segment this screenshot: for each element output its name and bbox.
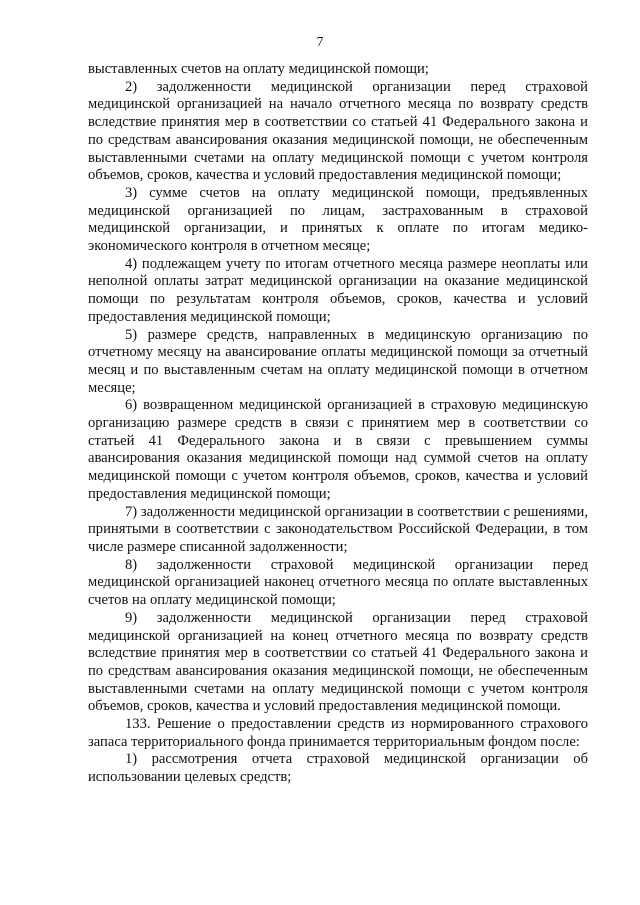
paragraph-1: 2) задолженности медицинской организации перед страховой медицинской организацией на начало отчетного месяца по возврату средств вследствие принятия мер в соответствии со статьей 41 Федерального закона и по средствам авансирования оказания медицинской помощи, не обеспеченным выставленными счетами на оплату медицинской помощи с учетом контроля объемов, сроков, качества и условий предоставления медицинской помощи; [88, 78, 588, 184]
paragraph-9: 133. Решение о предоставлении средств из нормированного страхового запаса территориального фонда принимается территориальным фондом после: [88, 716, 588, 750]
page-number: 7 [316, 35, 324, 50]
paragraph-10: 1) рассмотрения отчета страховой медицинской организации об использовании целевых средств; [88, 751, 588, 786]
paragraph-8: 9) задолженности медицинской организации перед страховой медицинской организацией на конец отчетного месяца по возврату средств вследствие принятия мер в соответствии со статьей 41 Федерального закона и по средствам авансирования оказания медицинской помощи, не обеспеченным выставленными счетами на оплату медицинской помощи с учетом контроля объемов, сроков, качества и условий предоставления медицинской помощи. [88, 609, 588, 715]
paragraph-5: 6) возвращенном медицинской организацией в страховую медицинскую организацию размере средств в связи с принятием мер в соответствии со статьей 41 Федерального закона и в связи с превышением суммы авансирования оказания медицинской помощи над суммой счетов на оплату медицинской помощи с учетом контроля объемов, сроков, качества и условий предоставления медицинской помощи; [88, 397, 588, 502]
paragraph-7: 8) задолженности страховой медицинской организации перед медицинской организацией наконец отчетного месяца по оплате выставленных счетов на оплату медицинской помощи; [88, 556, 588, 609]
document-body [88, 61, 588, 787]
paragraph-6: 7) задолженности медицинской организации в соответствии с решениями, принятыми в соответствии с законодательством Российской Федерации, в том числе размере списанной задолженности; [88, 503, 588, 555]
paragraph-0: выставленных счетов на оплату медицинской помощи; [88, 61, 429, 77]
paragraph-2: 3) сумме счетов на оплату медицинской помощи, предъявленных медицинской организацией по лицам, застрахованным в страховой медицинской организации, и принятых к оплате по итогам медико-экономического контроля в отчетном месяце; [88, 184, 588, 255]
paragraph-3: 4) подлежащем учету по итогам отчетного месяца размере неоплаты или неполной оплаты затрат медицинской организации на оказание медицинской помощи по результатам контроля объемов, сроков, качества и условий предоставления медицинской помощи; [88, 255, 588, 325]
paragraph-4: 5) размере средств, направленных в медицинскую организацию по отчетному месяцу на авансирование оплаты медицинской помощи за отчетный месяц и по выставленным счетам на оплату медицинской помощи в отчетном месяце; [88, 326, 588, 396]
